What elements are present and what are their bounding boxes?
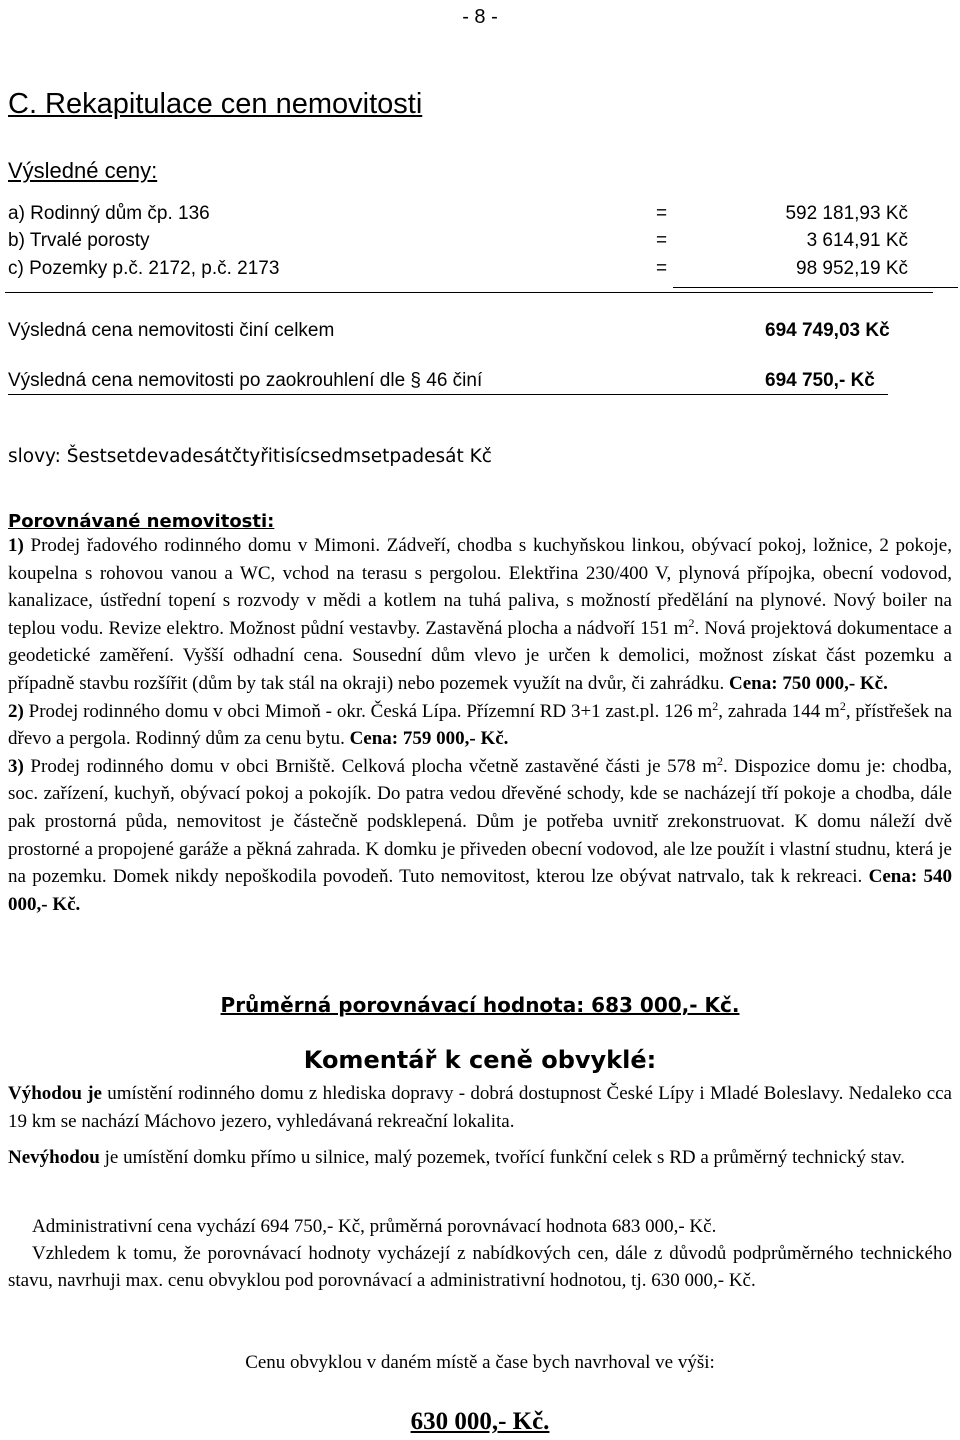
price-value: 592 181,93 Kč (785, 203, 908, 224)
comparable-price: Cena: 750 000,- Kč. (729, 672, 888, 694)
conclusion-paragraph: Vzhledem k tomu, že porovnávací hodnoty vycházejí z nabídkových cen, dále z důvodů podprůměrného technického stavu, navrhuji max. cenu obvyklou pod porovnávací a administrativní hodnotou, tj. 630 000,- Kč. (8, 1242, 952, 1291)
comparable-price: Cena: 540 000,- Kč. (8, 866, 952, 915)
rounded-label: Výsledná cena nemovitosti po zaokrouhlení dle § 46 činí (8, 370, 483, 391)
results-heading: Výsledné ceny: (8, 158, 158, 183)
total-value: 694 749,03 Kč (765, 320, 890, 341)
rounded-value: 694 750,- Kč (765, 370, 875, 391)
advantage-label: Výhodou je (8, 1083, 102, 1104)
equals-sign: = (656, 203, 668, 224)
comparable-item (8, 698, 952, 753)
equals-sign: = (656, 230, 668, 251)
comment-heading: Komentář k ceně obvyklé: (303, 1046, 657, 1074)
average-comparison-value: Průměrná porovnávací hodnota: 683 000,- Kč. (220, 993, 740, 1017)
comparable-number: 2) (8, 700, 24, 722)
section-title: C. Rekapitulace cen nemovitosti (8, 88, 423, 120)
total-price-row (8, 320, 908, 346)
separator-line (5, 292, 933, 293)
conclusion-paragraph: Administrativní cena vychází 694 750,- Kč, průměrná porovnávací hodnota 683 000,- Kč. (32, 1216, 717, 1237)
comparable-text: . Nová projektová dokumentace a geodetické zaměření. Vyšší odhadní cena. Sousední dům vlevo je určen k demolici, možnost získat část pozemku a případně stavbu rozšířit (dům by tak stál na okraji) nebo pozemek využít na dvůr, či zahrádku. (8, 617, 952, 694)
price-value: 3 614,91 Kč (806, 230, 908, 251)
comparable-number: 1) (8, 535, 24, 556)
proposal-text: Cenu obvyklou v daném místě a čase bych navrhoval ve výši: (245, 1352, 715, 1373)
sum-underline (673, 287, 958, 288)
comparable-item (8, 532, 952, 698)
equals-sign: = (656, 258, 668, 279)
comparable-item (8, 753, 952, 919)
comparable-text: Prodej rodinného domu v obci Brniště. Celková plocha včetně zastavěné části je 578 m (30, 755, 718, 777)
disadvantage-paragraph (8, 1144, 952, 1172)
superscript: 2 (712, 698, 719, 713)
comparable-text: Prodej řadového rodinného domu v Mimoni. Zádveří, chodba s kuchyňskou linkou, obývací pokoj, ložnice, 2 pokoje, koupelna s rohovou vanou a WC, vchod na terasu s pergolou. Elektřina 230/400 V, plynová přípojka, obecní vodovod, kanalizace, ústřední topení s rozvody v mědi a kotlem na tuhá paliva, s možností předělání na plynové. Nový boiler na teplou vodu. Revize elektro. Možnost půdní vestavby. Zastavěná plocha a nádvoří 151 m (8, 535, 952, 639)
superscript: 2 (717, 753, 724, 768)
price-value: 98 952,19 Kč (796, 258, 908, 279)
price-row-plants (8, 230, 908, 254)
comparables-heading: Porovnávané nemovitosti: (8, 511, 275, 532)
comparable-text: , přístřešek na dřevo a pergola. Rodinný dům za cenu bytu. (8, 700, 953, 750)
price-label: a) Rodinný dům čp. 136 (8, 203, 210, 224)
superscript: 2 (839, 698, 846, 713)
price-label: b) Trvalé porosty (8, 230, 150, 251)
price-label: c) Pozemky p.č. 2172, p.č. 2173 (8, 258, 280, 279)
total-label: Výsledná cena nemovitosti činí celkem (8, 320, 335, 341)
price-in-words: slovy: Šestsetdevadesátčtyřitisícsedmsetpadesát Kč (8, 446, 492, 467)
disadvantage-text: je umístění domku přímo u silnice, malý pozemek, tvořící funkční celek s RD a průměrný technický stav. (99, 1147, 905, 1168)
advantage-text: umístění rodinného domu z hlediska dopravy - dobrá dostupnost České Lípy i Mladé Boleslavy. Nedaleko cca 19 km se nachází Máchovo jezero, vyhledávaná rekreační lokalita. (8, 1083, 952, 1132)
final-price: 630 000,- Kč. (410, 1408, 550, 1435)
superscript: 2 (688, 615, 695, 630)
comparable-number: 3) (8, 755, 24, 777)
advantage-paragraph (8, 1080, 952, 1135)
comparables-list (8, 532, 952, 918)
comment-section (8, 1080, 952, 1172)
page-number: - 8 - (462, 6, 498, 28)
price-row-land (8, 258, 908, 282)
conclusion-section (8, 1214, 952, 1294)
rounded-price-row (8, 370, 908, 396)
comparable-text: Prodej rodinného domu v obci Mimoň - okr. Česká Lípa. Přízemní RD 3+1 zast.pl. 126 m (28, 700, 713, 722)
disadvantage-label: Nevýhodou (8, 1147, 100, 1168)
comparable-text: . Dispozice domu je: chodba, soc. zařízení, kuchyň, obývací pokoj a pokojík. Do patra vedou dřevěné schody, kde se nacházejí tří pokoje a chodba, dále pak prostorná půda, nemovitost je částečně podsklepená. Dům je potřeba uvnitř zrekonstruovat. K domu náleží dvě prostorné a propojené garáže a pěkná zahrada. K domku je přiveden obecní vodovod, ale lze použít i vlastní studnu, která je na pozemku. Domek nikdy nepoškodila povodeň. Tuto nemovitost, kterou lze obývat natrvalo, tak k rekreaci. (8, 755, 952, 888)
rounded-underline (8, 394, 888, 395)
comparable-price: Cena: 759 000,- Kč. (349, 728, 509, 750)
comparable-text: , zahrada 144 m (718, 700, 840, 722)
price-row-house (8, 203, 908, 227)
